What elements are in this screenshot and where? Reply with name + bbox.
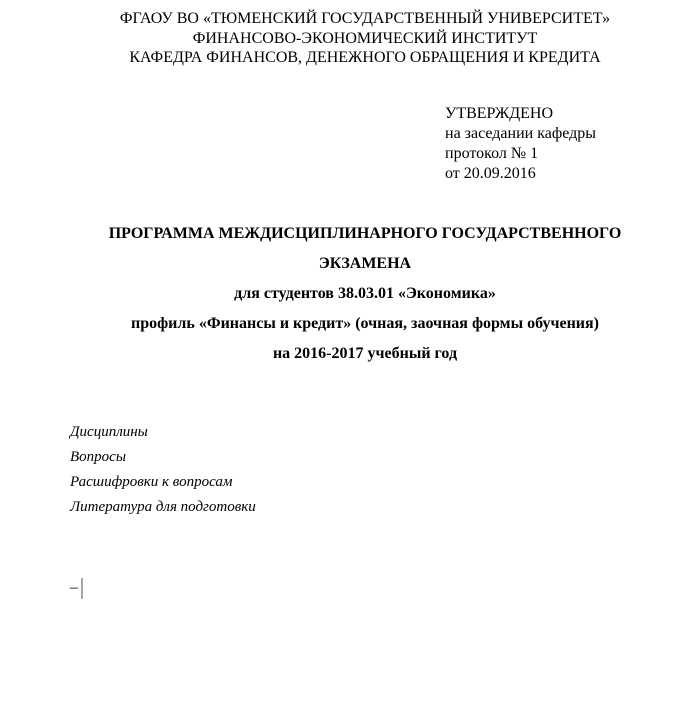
trailing-dash-mark: – (70, 579, 78, 596)
approval-block (445, 104, 596, 184)
header-line-institute: ФИНАНСОВО-ЭКОНОМИЧЕСКИЙ ИНСТИТУТ (192, 29, 538, 47)
text-cursor (81, 578, 83, 599)
contents-item-disciplines: Дисциплины (70, 424, 148, 440)
approval-line-date: от 20.09.2016 (445, 165, 536, 182)
approval-line-meeting: на заседании кафедры (445, 125, 596, 142)
title-line-profile: профиль «Финансы и кредит» (очная, заочная формы обучения) (130, 315, 599, 332)
title-line-year: на 2016-2017 учебный год (272, 345, 458, 362)
contents-item-questions: Вопросы (70, 449, 126, 465)
header-line-department: КАФЕДРА ФИНАНСОВ, ДЕНЕЖНОГО ОБРАЩЕНИЯ И КРЕДИТА (129, 49, 601, 66)
university-header (72, 9, 658, 68)
contents-list (70, 420, 256, 520)
title-line-program: ПРОГРАММА МЕЖДИСЦИПЛИНАРНОГО ГОСУДАРСТВЕННОГО (108, 225, 622, 242)
document-title (72, 219, 658, 369)
header-line-university: ФГАОУ ВО «ТЮМЕНСКИЙ ГОСУДАРСТВЕННЫЙ УНИВЕРСИТЕТ» (119, 10, 611, 27)
contents-item-literature: Литература для подготовки (70, 499, 256, 515)
approval-line-approved: УТВЕРЖДЕНО (445, 105, 554, 122)
title-line-exam: ЭКЗАМЕНА (318, 255, 412, 272)
contents-item-explanations: Расшифровки к вопросам (70, 474, 233, 490)
approval-line-protocol: протокол № 1 (445, 145, 539, 162)
title-line-students: для студентов 38.03.01 «Экономика» (234, 285, 496, 302)
